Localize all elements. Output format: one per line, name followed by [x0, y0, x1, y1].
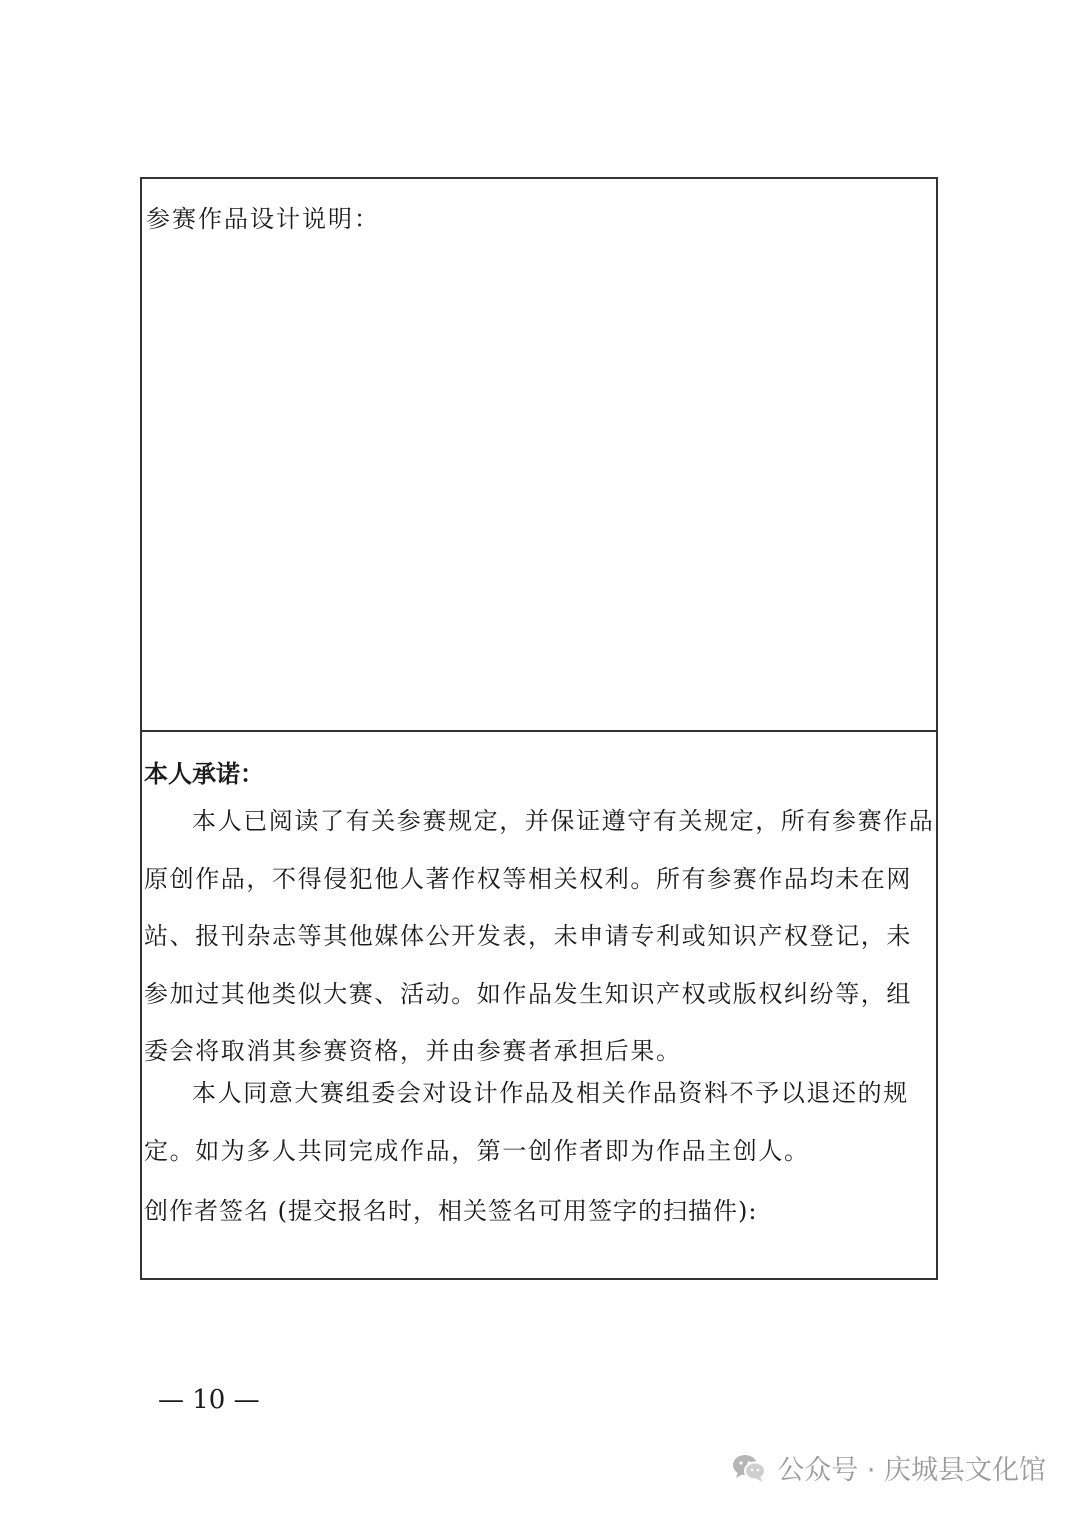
pledge-section	[142, 732, 936, 1278]
entry-form-table	[140, 177, 938, 1280]
signature-label: 创作者签名 (提交报名时，相关签名可用签字的扫描件):	[144, 1197, 758, 1225]
wechat-icon	[731, 1452, 767, 1484]
pledge-paragraph-1: 本人已阅读了有关参赛规定，并保证遵守有关规定，所有参赛作品原创作品，不得侵犯他人著作权等相关权利。所有参赛作品均未在网站、报刊杂志等其他媒体公开发表，未申请专利或知识产权登记，未参加过其他类似大赛、活动。如作品发生知识产权或版权纠纷等，组委会将取消其参赛资格，并由参赛者承担后果。	[144, 807, 935, 1065]
design-description-label: 参赛作品设计说明：	[146, 205, 380, 233]
pledge-paragraph-2: 本人同意大赛组委会对设计作品及相关作品资料不予以退还的规定。如为多人共同完成作品，第一创作者即为作品主创人。	[144, 1079, 909, 1165]
page-number: — 10 —	[158, 1385, 260, 1415]
watermark-text: 公众号 · 庆城县文化馆	[777, 1455, 1046, 1486]
pledge-title: 本人承诺：	[144, 759, 264, 788]
wechat-watermark	[731, 1448, 1046, 1487]
design-description-section	[142, 179, 936, 732]
